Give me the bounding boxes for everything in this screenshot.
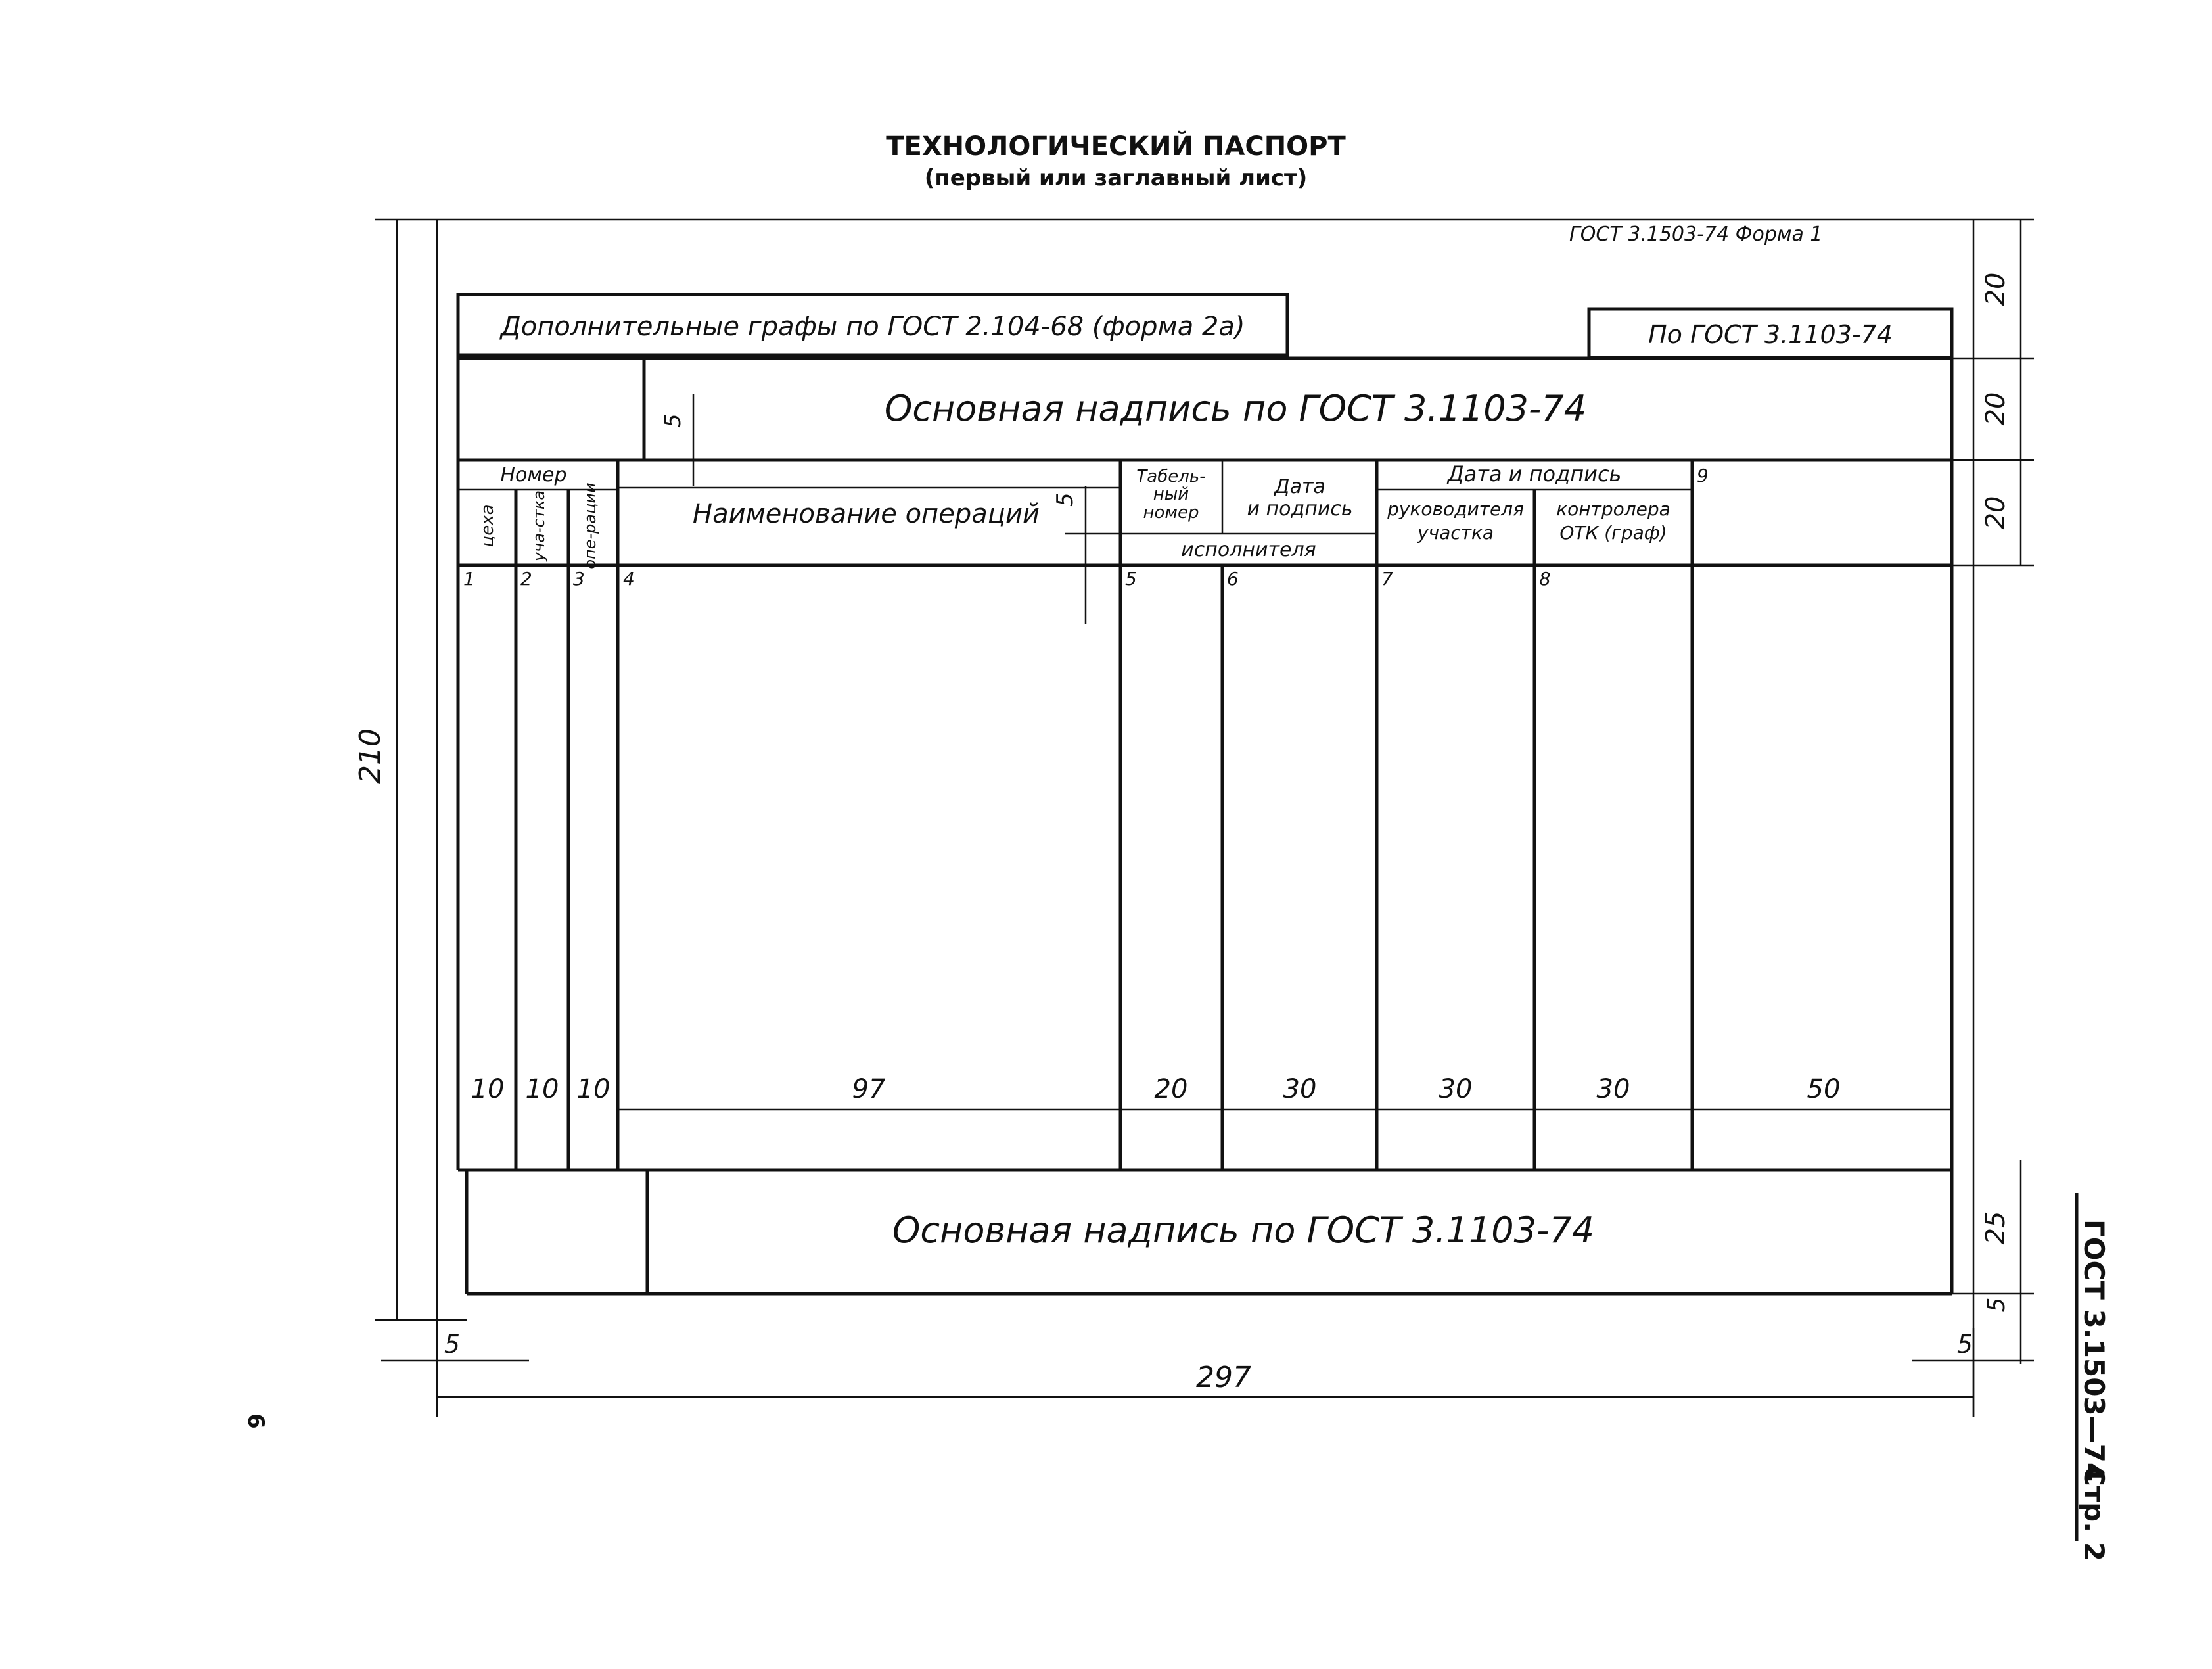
- header-tab-number-line2: ный: [1153, 484, 1189, 504]
- page-number: 6: [242, 1413, 269, 1429]
- svg-text:297: 297: [1196, 1361, 1251, 1394]
- column-width: 30: [1439, 1074, 1473, 1104]
- sheet-width-dimension: [381, 1328, 2034, 1417]
- header-section: уча-стка: [530, 490, 548, 562]
- column-width: 10: [525, 1074, 559, 1104]
- header-head-line1: руководителя: [1387, 498, 1524, 520]
- page-subtitle: (первый или заглавный лист): [924, 165, 1308, 191]
- form-reference: ГОСТ 3.1503-74 Форма 1: [1569, 223, 1823, 246]
- header-offset-dimension: [660, 394, 703, 486]
- column-number: 2: [520, 568, 532, 590]
- column-width: 10: [471, 1074, 505, 1104]
- column-width: 30: [1596, 1074, 1630, 1104]
- page-title: ТЕХНОЛОГИЧЕСКИЙ ПАСПОРТ: [886, 131, 1346, 162]
- svg-text:Стр. 2: Стр. 2: [2078, 1466, 2110, 1562]
- header-controller-line1: контролера: [1556, 498, 1671, 520]
- svg-text:210: 210: [354, 728, 387, 784]
- header-date-and-signature: Дата и подпись: [1447, 461, 1622, 486]
- header-workshop: цеха: [478, 504, 497, 548]
- column-width: 50: [1807, 1074, 1841, 1104]
- svg-text:20: 20: [1981, 496, 2011, 530]
- header-date-sign-line2: и подпись: [1247, 498, 1353, 521]
- header-tab-number-line1: Табель-: [1136, 467, 1206, 486]
- header-controller-line2: ОТК (граф): [1559, 522, 1667, 544]
- header-date-sign-line1: Дата: [1274, 475, 1325, 498]
- column-widths-dimension: [471, 1074, 1952, 1110]
- column-number: 7: [1381, 568, 1393, 590]
- main-inscription-bottom: Основная надпись по ГОСТ 3.1103-74: [892, 1210, 1595, 1251]
- column-number: 8: [1539, 568, 1551, 590]
- row-height-dimensions: [1952, 220, 2034, 1364]
- column-number: 9: [1697, 465, 1709, 486]
- svg-text:20: 20: [1981, 272, 2011, 306]
- column-width: 97: [852, 1074, 886, 1104]
- side-caption: [2078, 1219, 2110, 1561]
- header-operation-name: Наименование операций: [693, 499, 1040, 529]
- column-number: 6: [1227, 568, 1239, 590]
- header-head-line2: участка: [1417, 522, 1494, 544]
- svg-text:5: 5: [1052, 492, 1078, 507]
- column-number: 1: [463, 568, 475, 590]
- header-number: Номер: [500, 463, 567, 486]
- header-operation: опе-рации: [581, 482, 599, 569]
- svg-text:25: 25: [1981, 1211, 2011, 1245]
- svg-text:5: 5: [444, 1330, 461, 1359]
- svg-text:5: 5: [1956, 1330, 1973, 1359]
- column-width: 20: [1154, 1074, 1188, 1104]
- column-number: 4: [623, 568, 635, 590]
- gost-reference-label: По ГОСТ 3.1103-74: [1648, 320, 1893, 349]
- name-offset-dimension: [1052, 486, 1120, 624]
- column-number: 3: [573, 568, 585, 590]
- additional-fields-label: Дополнительные графы по ГОСТ 2.104-68 (форма 2а): [500, 312, 1245, 342]
- column-number: 5: [1125, 568, 1137, 590]
- sheet-height-dimension: [354, 220, 467, 1320]
- header-tab-number-line3: номер: [1143, 503, 1199, 523]
- column-width: 30: [1283, 1074, 1317, 1104]
- svg-text:5: 5: [1983, 1297, 2010, 1313]
- svg-text:20: 20: [1981, 392, 2011, 426]
- column-width: 10: [576, 1074, 611, 1104]
- svg-text:ГОСТ 3.1503—74: ГОСТ 3.1503—74: [2078, 1219, 2110, 1482]
- svg-text:5: 5: [660, 413, 686, 428]
- main-inscription-top: Основная надпись по ГОСТ 3.1103-74: [884, 388, 1587, 429]
- header-executor: исполнителя: [1181, 538, 1316, 561]
